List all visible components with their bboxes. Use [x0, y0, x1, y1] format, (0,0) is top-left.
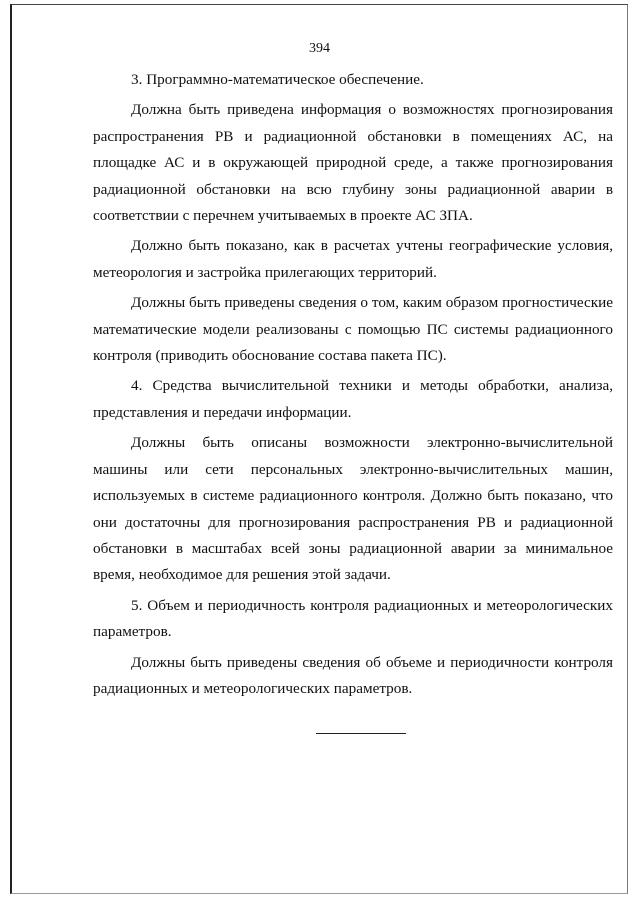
page-number: 394 — [309, 41, 330, 56]
section-heading-monitoring-scope: 5. Объем и периодичность контроля радиационных и метеорологических параметров. — [93, 596, 613, 641]
paragraph-geographic-conditions: Должно быть показано, как в расчетах учтены географические условия, метеорология и застройка прилегающих территорий. — [93, 237, 613, 281]
paragraph-prognostic-models: Должны быть приведены сведения о том, каким образом прогностические математические модели реализованы с помощью ПС системы радиационного контроля (приводить обоснование состава пакета ПС). — [93, 294, 613, 365]
paragraph-forecasting-info: Должна быть приведена информация о возможностях прогнозирования распространения РВ и радиационной обстановки в помещениях АС, на площадке АС и в окружающей природной среде, а также прогнозирования радиационной обстановки на всю глубину зоны радиационной аварии в соответствии с перечнем учитываемых в проекте АС ЗПА. — [93, 101, 613, 225]
section-heading-software: 3. Программно-математическое обеспечение. — [131, 71, 424, 88]
paragraph-computer-capabilities: Должны быть описаны возможности электронно-вычислительной машины или сети персональных электронно-вычислительных машин, используемых в системе радиационного контроля. Должно быть показано, что они достаточны для прогнозирования распространения РВ и радиационной обстановки в масштабах всей зоны радиационной аварии за минимальное время, необходимое для решения этой задачи. — [93, 434, 613, 584]
end-of-document-rule — [316, 733, 406, 734]
paragraph-monitoring-details: Должны быть приведены сведения об объеме и периодичности контроля радиационных и метеорологических параметров. — [93, 653, 613, 697]
section-heading-computing: 4. Средства вычислительной техники и методы обработки, анализа, представления и передачи информации. — [93, 377, 613, 421]
document-body — [93, 67, 613, 706]
document-page — [10, 4, 628, 894]
